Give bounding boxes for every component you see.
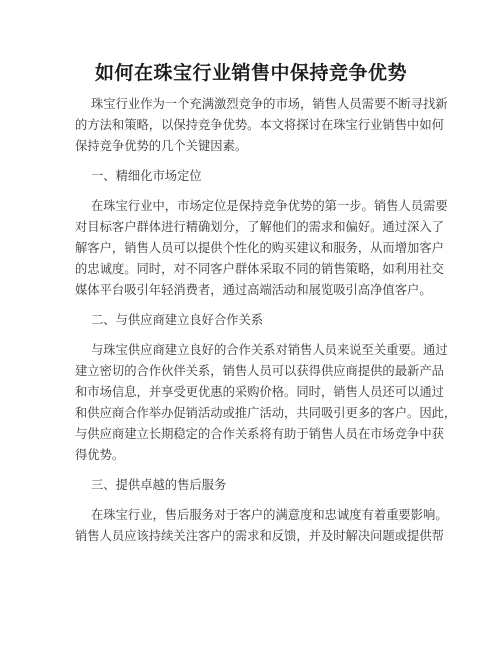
section-2-line-5: 与供应商建立长期稳定的合作关系将有助于销售人员在市场竞争中获: [75, 427, 444, 441]
section-1-line-5: 媒体平台吸引年轻消费者，通过高端活动和展览吸引高净值客户。: [75, 283, 432, 297]
section-2-line-4: 和供应商合作举办促销活动或推广活动，共同吸引更多的客户。因此，: [75, 406, 457, 420]
section-1-line-2: 对目标客户群体进行精确划分，了解他们的需求和偏好。通过深入了: [75, 220, 444, 234]
section-3-heading: 三、提供卓越的售后服务: [91, 478, 227, 492]
section-1-line-4: 的忠诚度。同时，对不同客户群体采取不同的销售策略，如利用社交: [75, 262, 444, 276]
section-2-line-6: 得优势。: [75, 448, 125, 462]
intro-line-3: 保持竞争优势的几个关键因素。: [75, 139, 248, 153]
section-1-line-3: 解客户，销售人员可以提供个性化的购买建议和服务，从而增加客户: [75, 241, 444, 255]
section-2-heading: 二、与供应商建立良好合作关系: [91, 313, 264, 327]
section-3-line-2: 销售人员应该持续关注客户的需求和反馈，并及时解决问题或提供帮: [75, 529, 444, 543]
section-2-line-3: 和市场信息，并享受更优惠的采购价格。同时，销售人员还可以通过: [75, 385, 444, 399]
section-3-line-1: 在珠宝行业，售后服务对于客户的满意度和忠诚度有着重要影响。: [91, 508, 448, 522]
document-title: 如何在珠宝行业销售中保持竞争优势: [94, 62, 407, 84]
section-1-heading: 一、精细化市场定位: [91, 169, 202, 183]
section-2-line-1: 与珠宝供应商建立良好的合作关系对销售人员来说至关重要。通过: [91, 343, 448, 357]
intro-line-1: 珠宝行业作为一个充满激烈竞争的市场，销售人员需要不断寻找新: [91, 97, 448, 111]
intro-line-2: 的方法和策略，以保持竞争优势。本文将探讨在珠宝行业销售中如何: [75, 118, 444, 132]
section-1-line-1: 在珠宝行业中，市场定位是保持竞争优势的第一步。销售人员需要: [91, 199, 448, 213]
section-2-line-2: 建立密切的合作伙伴关系，销售人员可以获得供应商提供的最新产品: [75, 364, 444, 378]
